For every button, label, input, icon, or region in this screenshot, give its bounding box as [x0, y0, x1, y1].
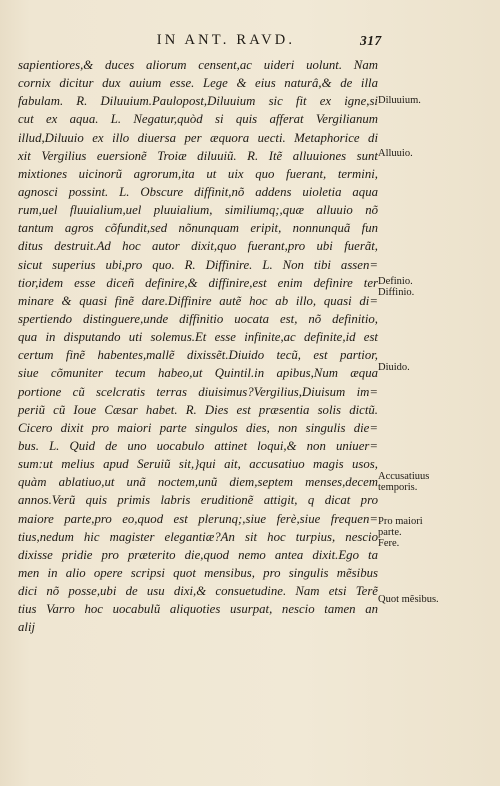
running-title: IN ANT. RAVD.	[156, 32, 296, 48]
text-line: bus. L. Quid de uno uocabulo attinet loqui,& non uniuer=	[18, 438, 378, 453]
margin-note-diuido	[378, 362, 494, 373]
margin-note-alluuio	[378, 148, 494, 159]
text-line: sum:ut melius apud Seruiũ sit,}qui ait, accusatiuo magis usos,	[18, 457, 378, 472]
text-line: tius Varro hoc uocabulũ aliquoties usurpat, nescio tamen an	[18, 602, 378, 617]
text-line: agnosci possint. L. Obscure diffinit,nõ addens uioletia aqua	[18, 184, 378, 199]
text-line: sicut superius ubi,pro quo. R. Diffinire. L. Non tibi assen=	[18, 257, 378, 272]
margin-note-line: parte.	[378, 527, 402, 538]
margin-note-line: Accusatiuus	[378, 471, 430, 482]
page-number: 317	[360, 33, 382, 48]
text-line: rum,uel fluuialium,uel pluuialium, similiumq;,quæ alluuio nõ	[18, 203, 378, 218]
text-line: periũ cũ Ioue Cæsar habet. R. Dies est præsentia solis dictũ.	[18, 402, 378, 417]
text-line: minare & quasi finẽ dare.Diffinire autẽ hoc ab illo, quasi di=	[18, 293, 378, 308]
text-line: qua in disputando uti solemus.Et esse infinite,ac definite,id est	[18, 330, 378, 345]
text-line: spertiendo distinguere,unde diffinitio uocata est, nõ definitio,	[18, 311, 378, 326]
margin-note-line: Diuido.	[378, 362, 410, 373]
text-line: annos.Verũ quis primis labris eruditionẽ attigit, q dicat pro	[18, 493, 378, 508]
margin-note-line: Diffinio.	[378, 287, 415, 298]
text-line: men in alio opere scripsi quot mensibus, pro singulis mẽsibus	[18, 565, 378, 580]
margin-note-line: Fere.	[378, 538, 400, 549]
margin-note-diluuium	[378, 95, 494, 106]
main-text-block	[18, 56, 378, 637]
margin-note-line: temporis.	[378, 482, 418, 493]
text-line: sapientiores,& duces aliorum censent,ac uideri uolunt. Nam	[18, 58, 378, 72]
text-line: maiore parte,pro eo,quod est plerunq;,siue ferè,siue frequen=	[18, 511, 378, 526]
margin-note-definio	[378, 276, 494, 298]
text-line: mixtiones uicinorũ agrorum,ita ut uix quo fuerant, termini,	[18, 166, 378, 181]
margin-note-line: Pro maiori	[378, 516, 423, 527]
text-line: dici nõ posse,ubi de usu dixi,& consuetudine. Nam etsi Terẽ	[18, 584, 378, 599]
text-line: portione cũ scelcratis terras diuisimus?Vergilius,Diuisum im=	[18, 384, 378, 399]
page-header	[0, 32, 500, 54]
text-line: quàm ablatiuo,ut unã noctem,unũ diem,septem menses,decem	[18, 475, 378, 490]
margin-note-accusatiuus	[378, 471, 494, 493]
text-line: certum finẽ habentes,mallẽ dixissẽt.Diuido tecũ, est partior,	[18, 348, 378, 363]
margin-note-line: Alluuio.	[378, 148, 413, 159]
text-line: tior,idem esse diceñ definire,& diffinire,est enim definire ter	[18, 275, 378, 290]
text-line: fabulam. R. Diluuium.Paulopost,Diluuium sic fit ex igne,si	[18, 94, 378, 109]
margin-note-line: Definio.	[378, 276, 413, 287]
text-line: dixisse pridie pro præterito die,quod nemo antea dixit.Ego ta	[18, 547, 378, 562]
text-line: tius,nedum hic magister elegantiæ?An sit hoc turpius, nescio	[18, 529, 378, 544]
text-line: cut ex aqua. L. Negatur,quòd si quis afferat Vergilianum	[18, 112, 378, 127]
text-line: Cicero dixit pro maiori parte singulos dies, non singulis die=	[18, 420, 378, 435]
text-line: alij	[18, 620, 36, 635]
text-line: cornix dicitur dux auium esse. Lege & eius naturâ,& de illa	[18, 76, 378, 91]
margin-note-line: Diluuium.	[378, 95, 421, 106]
margin-note-line: Quot mẽsibus.	[378, 594, 439, 605]
text-line: ditus destruit.Ad hoc autor dixit,quo fuerant,pro ubi fuerãt,	[18, 239, 378, 254]
margin-note-pro-maiori	[378, 516, 494, 549]
text-line: illud,Diluuio ex illo diuersa per æquora uecti. Metaphorice di	[18, 130, 378, 145]
text-line: tantum agros cõfundit,sed nõnunquam eripit, nonnunquã fun	[18, 221, 378, 236]
text-line: xit Vergilius euersionẽ Troiæ diluuiũ. R. Itẽ alluuiones sunt	[18, 148, 378, 163]
text-line: siue cõmuniter tecum habeo,ut Quintil.in apibus,Num æqua	[18, 366, 378, 381]
margin-note-quot-mensibus	[378, 594, 494, 605]
